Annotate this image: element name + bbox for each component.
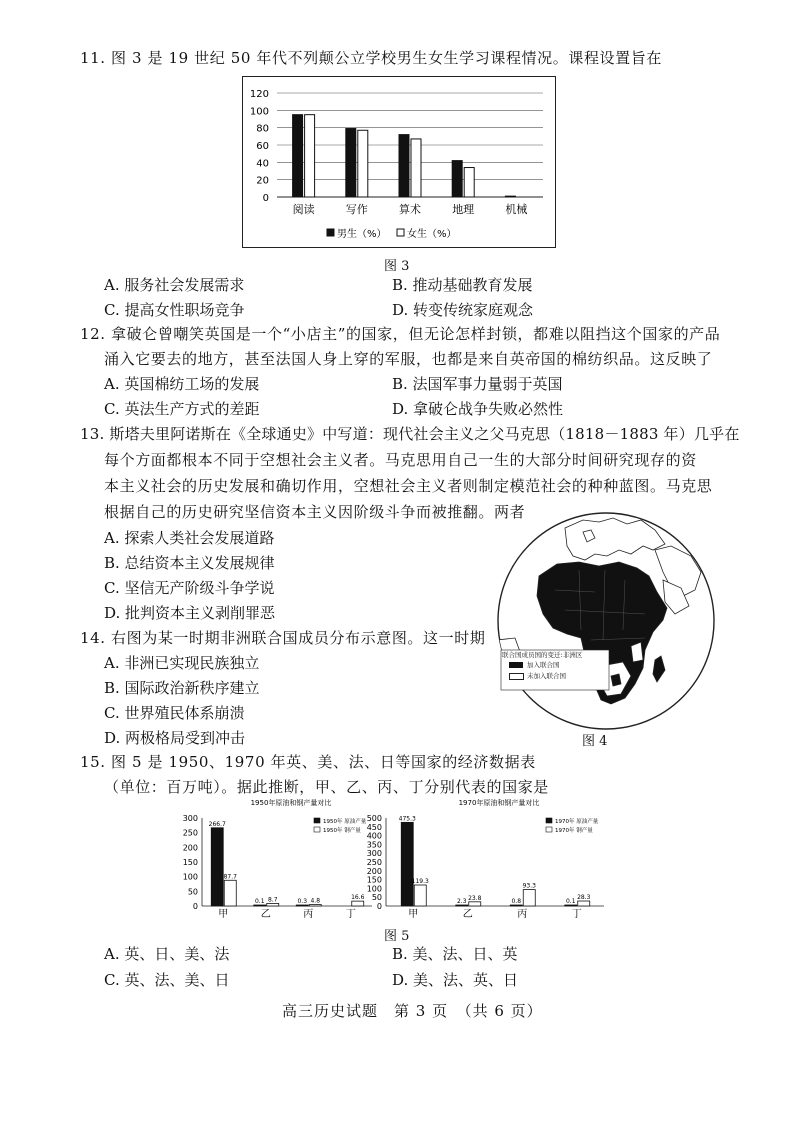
q12-option-d[interactable]: D. 拿破仑战争失败必然性 [392,400,564,418]
map-legend-title: 联合国成员国的变迁:非洲区 [502,651,583,659]
y-tick-label: 100 [182,872,198,882]
y-tick-label: 350 [366,840,382,850]
q12-option-b[interactable]: B. 法国军事力量弱于英国 [392,375,563,393]
legend-label: 1970年 原油产量 [555,819,599,825]
bar-crude-oil [456,905,468,906]
y-tick-label: 0 [262,193,269,204]
oil-steel-1950-chart [176,796,374,926]
q14-option-d[interactable]: D. 两极格局受到冲击 [104,729,246,747]
bar-female [305,115,315,197]
x-category-label: 乙 [462,909,473,920]
globe-map-graphic [495,510,717,732]
data-label: 119.3 [411,878,429,886]
q15-option-d[interactable]: D. 美、法、英、日 [392,971,519,989]
data-label: 0.3 [297,898,308,905]
legend-swatch [327,229,334,236]
y-tick-label: 120 [249,89,269,100]
q12-option-c[interactable]: C. 英法生产方式的差距 [104,400,260,418]
legend-not-joined-label: 未加入联合国 [527,672,566,680]
bar-male [452,161,462,197]
legend-label: 1950年 钢产量 [323,828,361,834]
figure3-course-chart [243,77,555,247]
q13-option-c[interactable]: C. 坚信无产阶级斗争学说 [104,579,275,597]
q14-option-c[interactable]: C. 世界殖民体系崩溃 [104,704,245,722]
q13-stem-line4: 根据自己的历史研究坚信资本主义因阶级斗争而被推翻。两者 [104,503,526,521]
page-footer: 高三历史试题 第 3 页 （共 6 页） [282,1002,543,1020]
q15-option-a[interactable]: A. 英、日、美、法 [104,945,230,963]
bar-steel [523,890,535,906]
y-tick-label: 300 [182,814,198,823]
data-label: 16.6 [351,894,365,902]
legend-swatch [546,818,552,823]
data-label: 93.3 [522,882,536,890]
x-category-label: 丁 [571,909,582,920]
bar-crude-oil [510,905,522,906]
bar-steel [224,880,236,906]
q15-option-b[interactable]: B. 美、法、日、英 [392,945,518,963]
x-category-label: 乙 [260,909,271,920]
y-tick-label: 200 [366,866,382,876]
data-label: 266.7 [208,820,226,828]
data-label: 0.8 [511,898,522,905]
data-label: 87.7 [223,873,237,881]
y-tick-label: 250 [366,858,382,867]
legend-not-joined-swatch [509,673,524,680]
data-label: 0.1 [565,898,576,905]
x-category-label: 算术 [399,203,421,216]
q13-option-b[interactable]: B. 总结资本主义发展规律 [104,554,275,572]
legend-label: 1970年 钢产量 [555,828,593,834]
bar-male [346,129,356,197]
legend-joined-swatch [509,662,523,668]
bar-steel [267,903,279,906]
x-category-label: 地理 [452,203,475,216]
data-label: 0.1 [254,898,265,905]
x-category-label: 甲 [218,909,229,920]
q13-stem-line1: 13. 斯塔夫里阿诺斯在《全球通史》中写道：现代社会主义之父马克思（1818－1883 年）几乎在 [80,425,740,443]
legend-joined-label: 加入联合国 [527,661,560,669]
bar-steel [578,901,590,906]
bar-crude-oil [211,828,223,906]
figure4-label: 图 4 [582,734,608,749]
figure5-chart-1970 [360,796,610,930]
q11-option-c[interactable]: C. 提高女性职场竞争 [104,301,245,319]
y-tick-label: 300 [366,849,382,859]
y-tick-label: 50 [187,887,198,897]
data-label: 2.3 [456,898,467,905]
y-tick-label: 60 [256,141,269,152]
q11-stem: 11. 图 3 是 19 世纪 50 年代不列颠公立学校男生女生学习课程情况。课程设置旨在 [80,49,662,67]
y-tick-label: 250 [182,828,198,838]
y-tick-label: 500 [366,814,382,823]
bar-steel [469,902,481,906]
x-category-label: 丙 [303,909,314,920]
figure5-chart-1950 [176,796,374,930]
bar-male [505,196,515,197]
q12-option-a[interactable]: A. 英国棉纺工场的发展 [104,375,260,393]
x-category-label: 阅读 [292,203,315,216]
figure3-label: 图 3 [384,259,410,274]
y-tick-label: 150 [182,858,198,867]
x-category-label: 写作 [345,203,368,216]
q14-option-b[interactable]: B. 国际政治新秩序建立 [104,679,260,697]
legend-swatch [314,818,320,823]
legend-swatch [546,827,552,832]
q15-stem-line2: （单位：百万吨）。据此推断，甲、乙、丙、丁分别代表的国家是 [104,778,549,796]
y-tick-label: 40 [256,158,269,170]
q13-stem-line3: 本主义社会的历史发展和确切作用，空想社会主义者则制定模范社会的种种蓝图。马克思 [104,477,713,495]
bar-female [464,168,474,197]
data-label: 475.3 [398,815,416,823]
bar-steel [414,885,426,906]
chart-title: 1970年原油和钢产量对比 [458,799,540,807]
legend-label: 女生（%） [407,229,457,240]
bar-crude-oil [296,905,308,906]
x-category-label: 甲 [408,909,419,920]
data-label: 8.7 [267,896,278,904]
x-category-label: 机械 [505,203,528,216]
bar-female [411,139,421,197]
q13-option-a[interactable]: A. 探索人类社会发展道路 [104,529,275,547]
q11-option-b[interactable]: B. 推动基础教育发展 [392,276,533,294]
q13-option-d[interactable]: D. 批判资本主义剥削罪恶 [104,604,276,622]
y-tick-label: 50 [371,893,382,903]
oil-steel-1970-chart [360,796,610,926]
y-tick-label: 400 [366,831,382,841]
chart-title: 1950年原油和钢产量对比 [250,799,332,807]
y-tick-label: 100 [366,884,382,894]
legend-label: 1950年 原油产量 [323,819,367,825]
legend-label: 男生（%） [337,229,387,240]
x-category-label: 丁 [345,909,356,920]
figure3-chart-frame [242,76,556,248]
q14-option-a[interactable]: A. 非洲已实现民族独立 [104,654,260,672]
bar-steel [309,905,321,906]
q13-stem-line2: 每个方面都根本不同于空想社会主义者。马克思用自己一生的大部分时间研究现存的资 [104,451,697,469]
data-label: 28.3 [577,894,591,902]
y-tick-label: 0 [376,902,382,911]
x-category-label: 丙 [517,909,528,920]
y-tick-label: 450 [366,822,382,832]
bar-male [293,115,303,197]
q12-stem-line1: 12. 拿破仑曾嘲笑英国是一个“小店主”的国家，但无论怎样封锁，都难以阻挡这个国家的产品 [80,325,721,343]
bar-female [358,130,368,197]
legend-swatch [397,229,404,236]
data-label: 4.8 [310,897,321,905]
y-tick-label: 200 [182,843,198,853]
africa-un-map [495,510,717,732]
q12-stem-line2: 涌入它要去的地方，甚至法国人身上穿的军服，也都是来自英帝国的棉纺织品。这反映了 [104,350,713,368]
q15-option-c[interactable]: C. 英、法、美、日 [104,971,230,989]
figure5-label: 图 5 [384,929,410,944]
bar-crude-oil [254,905,266,906]
y-tick-label: 150 [366,875,382,885]
bar-crude-oil [401,822,413,906]
y-tick-label: 80 [256,123,269,135]
bar-male [399,135,409,197]
y-tick-label: 100 [249,106,269,118]
data-label: 23.8 [468,894,482,902]
bar-crude-oil [565,905,577,906]
y-tick-label: 20 [256,175,269,187]
y-tick-label: 0 [192,902,198,911]
q14-stem: 14. 右图为某一时期非洲联合国成员分布示意图。这一时期 [80,629,486,647]
q15-stem-line1: 15. 图 5 是 1950、1970 年英、美、法、日等国家的经济数据表 [80,753,536,771]
q11-option-a[interactable]: A. 服务社会发展需求 [104,276,245,294]
q11-option-d[interactable]: D. 转变传统家庭观念 [392,301,534,319]
legend-swatch [314,827,320,832]
